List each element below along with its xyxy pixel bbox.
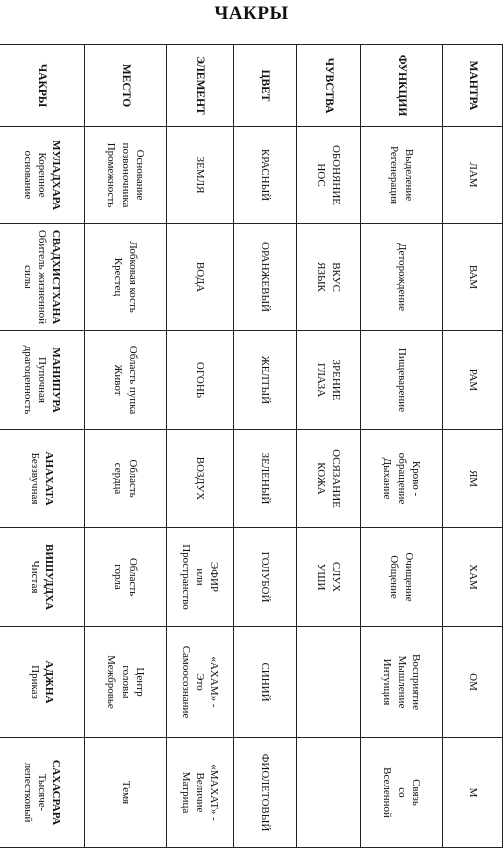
table-cell bbox=[297, 528, 361, 627]
table-cell bbox=[234, 430, 297, 528]
page-title: ЧАКРЫ bbox=[214, 3, 289, 24]
cell-line: КРАСНЫЙ bbox=[259, 148, 272, 202]
cell-line: обращение bbox=[395, 452, 408, 505]
cell-line: или bbox=[194, 568, 207, 586]
cell-line: Восприятие bbox=[409, 654, 422, 710]
cell-line: Деторождение bbox=[395, 242, 408, 312]
cell-line: МУЛАДХАРА bbox=[50, 140, 63, 210]
table-cell bbox=[85, 224, 167, 331]
cell-line: КОЖА bbox=[315, 462, 328, 495]
cell-line: СЛУХ bbox=[329, 561, 342, 593]
cell-line: ЗЕМЛЯ bbox=[194, 156, 207, 194]
cell-line: ВОЗДУХ bbox=[194, 456, 207, 501]
table-cell bbox=[443, 331, 503, 430]
table-row bbox=[167, 45, 234, 848]
table-cell bbox=[297, 430, 361, 528]
table-cell bbox=[85, 430, 167, 528]
cell-line: Темя bbox=[119, 780, 132, 805]
table-row bbox=[0, 45, 85, 848]
table-row bbox=[297, 45, 361, 848]
table-cell bbox=[297, 738, 361, 848]
table-cell bbox=[234, 627, 297, 738]
table-cell bbox=[361, 738, 443, 848]
cell-line: УШИ bbox=[315, 563, 328, 591]
table-row bbox=[443, 45, 503, 848]
table-cell bbox=[361, 627, 443, 738]
table-cell bbox=[443, 528, 503, 627]
cell-line: головы bbox=[119, 665, 132, 699]
cell-line: ОРАНЖЕВЫЙ bbox=[259, 242, 272, 312]
table-cell bbox=[167, 224, 234, 331]
table-cell bbox=[234, 127, 297, 224]
cell-line: ОБОНЯНИЕ bbox=[329, 144, 342, 206]
table-cell bbox=[297, 331, 361, 430]
cell-line: ГЛАЗА bbox=[315, 362, 328, 398]
cell-line: горла bbox=[112, 564, 125, 590]
cell-line: СВАДХИСТХАНА bbox=[50, 229, 63, 325]
cell-line: ВОДА bbox=[194, 261, 207, 293]
cell-line: Основание bbox=[133, 149, 146, 201]
table-cell bbox=[167, 738, 234, 848]
table-cell bbox=[0, 430, 85, 528]
chakra-table bbox=[0, 44, 503, 848]
cell-line: МАНИПУРА bbox=[50, 347, 63, 413]
table-cell bbox=[0, 627, 85, 738]
row-header: ЦВЕТ bbox=[234, 45, 297, 127]
cell-line: Самоосознание bbox=[179, 645, 192, 719]
cell-line: Выделение bbox=[402, 148, 415, 202]
table-cell bbox=[361, 331, 443, 430]
cell-line: драгоценность bbox=[21, 345, 34, 415]
cell-line: ХАМ bbox=[466, 564, 479, 590]
cell-line: Лобковая кость bbox=[126, 241, 139, 313]
table-row bbox=[361, 45, 443, 848]
cell-line: Приказ bbox=[29, 665, 41, 699]
cell-line: АДЖНА bbox=[43, 660, 56, 704]
cell-line: АНАХАТА bbox=[43, 451, 56, 506]
cell-line: Живот bbox=[112, 364, 125, 396]
cell-line: М bbox=[466, 787, 479, 798]
table-cell bbox=[297, 627, 361, 738]
cell-line: со bbox=[395, 787, 408, 798]
table-row bbox=[85, 45, 167, 848]
cell-line: ФИОЛЕТОВЫЙ bbox=[259, 753, 272, 832]
row-header: МЕСТО bbox=[85, 45, 167, 127]
table-cell bbox=[361, 224, 443, 331]
cell-line: ЗРЕНИЕ bbox=[329, 359, 342, 401]
cell-line: Область bbox=[126, 459, 139, 498]
table-cell bbox=[85, 738, 167, 848]
cell-line: НОС bbox=[315, 163, 328, 187]
cell-line: ЖЕЛТЫЙ bbox=[259, 355, 272, 405]
table-cell bbox=[85, 627, 167, 738]
cell-line: Чистая bbox=[29, 560, 41, 594]
table-cell bbox=[0, 331, 85, 430]
cell-line: РАМ bbox=[466, 368, 479, 392]
cell-line: Межбровье bbox=[105, 655, 118, 709]
cell-line: Регенерация bbox=[388, 145, 401, 205]
cell-line: Связь bbox=[409, 779, 422, 806]
table-cell bbox=[234, 528, 297, 627]
cell-line: Дыхание bbox=[381, 457, 394, 500]
table-cell bbox=[234, 224, 297, 331]
table-cell bbox=[234, 738, 297, 848]
cell-line: Пищеварение bbox=[395, 347, 408, 413]
cell-line: Вселенной bbox=[381, 767, 394, 818]
row-header: МАНТРА bbox=[443, 45, 503, 127]
cell-line: Величие bbox=[194, 772, 207, 813]
table-cell bbox=[85, 127, 167, 224]
cell-line: лепестковый bbox=[21, 762, 34, 823]
cell-line: СИНИЙ bbox=[259, 662, 272, 702]
cell-line: сердца bbox=[112, 462, 125, 495]
cell-line: Промежность bbox=[105, 142, 118, 208]
cell-line: Пространство bbox=[179, 544, 192, 610]
table-cell bbox=[443, 430, 503, 528]
table-cell bbox=[361, 127, 443, 224]
table-cell bbox=[297, 224, 361, 331]
cell-line: ОСЯЗАНИЕ bbox=[329, 449, 342, 508]
cell-line: Крестец bbox=[112, 257, 125, 297]
cell-line: «АХАМ» - bbox=[208, 656, 221, 708]
table-cell bbox=[0, 127, 85, 224]
cell-line: ЯЗЫК bbox=[315, 262, 328, 292]
table-cell bbox=[85, 528, 167, 627]
cell-line: ЭФИР bbox=[208, 561, 221, 593]
table-cell bbox=[85, 331, 167, 430]
table-cell bbox=[443, 738, 503, 848]
cell-line: силы bbox=[21, 265, 34, 289]
cell-line: Область пупка bbox=[126, 345, 139, 415]
cell-line: Область bbox=[126, 557, 139, 597]
cell-line: Мышление bbox=[395, 655, 408, 709]
table-cell bbox=[297, 127, 361, 224]
cell-line: Крово - bbox=[409, 460, 422, 497]
cell-line: ВИШУДДХА bbox=[43, 544, 56, 610]
table-cell bbox=[0, 224, 85, 331]
row-header: ФУНКЦИИ bbox=[361, 45, 443, 127]
chakra-table-area bbox=[0, 44, 503, 847]
table-cell bbox=[167, 430, 234, 528]
cell-line: ЗЕЛЕНЫЙ bbox=[259, 452, 272, 505]
table-cell bbox=[167, 331, 234, 430]
cell-line: Пупочная bbox=[36, 357, 49, 403]
cell-line: ОГОНЬ bbox=[194, 361, 207, 399]
table-cell bbox=[0, 528, 85, 627]
table-cell bbox=[234, 331, 297, 430]
table-cell bbox=[443, 627, 503, 738]
cell-line: Это bbox=[194, 673, 207, 691]
table-row bbox=[234, 45, 297, 848]
cell-line: ОМ bbox=[466, 673, 479, 691]
cell-line: Центр bbox=[133, 667, 146, 697]
table-cell bbox=[361, 528, 443, 627]
row-header: ЧАКРЫ bbox=[0, 45, 85, 127]
cell-line: Коренное bbox=[36, 152, 49, 198]
cell-line: Очищение bbox=[402, 552, 415, 602]
table-cell bbox=[361, 430, 443, 528]
row-header: ЭЛЕМЕНТ bbox=[167, 45, 234, 127]
cell-line: ГОЛУБОЙ bbox=[259, 551, 272, 603]
cell-line: Матрица bbox=[179, 771, 192, 814]
table-cell bbox=[167, 127, 234, 224]
cell-line: основание bbox=[21, 150, 34, 200]
cell-line: Тысяче- bbox=[36, 773, 49, 812]
table-cell bbox=[167, 528, 234, 627]
cell-line: Беззвучная bbox=[29, 452, 41, 505]
table-cell bbox=[443, 127, 503, 224]
table-cell bbox=[0, 738, 85, 848]
cell-line: ВАМ bbox=[466, 264, 479, 290]
cell-line: Общение bbox=[388, 555, 401, 599]
cell-line: «МАХАТ» - bbox=[208, 764, 221, 821]
table-cell bbox=[167, 627, 234, 738]
cell-line: Интуиция bbox=[381, 658, 394, 706]
cell-line: ВКУС bbox=[329, 262, 342, 292]
cell-line: ЯМ bbox=[466, 469, 479, 488]
row-header: ЧУВСТВА bbox=[297, 45, 361, 127]
cell-line: Обитель жизненной bbox=[36, 229, 49, 325]
cell-line: САХАСРАРА bbox=[50, 759, 63, 826]
cell-line: ЛАМ bbox=[466, 162, 479, 188]
table-cell bbox=[443, 224, 503, 331]
cell-line: позвоночника bbox=[119, 142, 132, 208]
